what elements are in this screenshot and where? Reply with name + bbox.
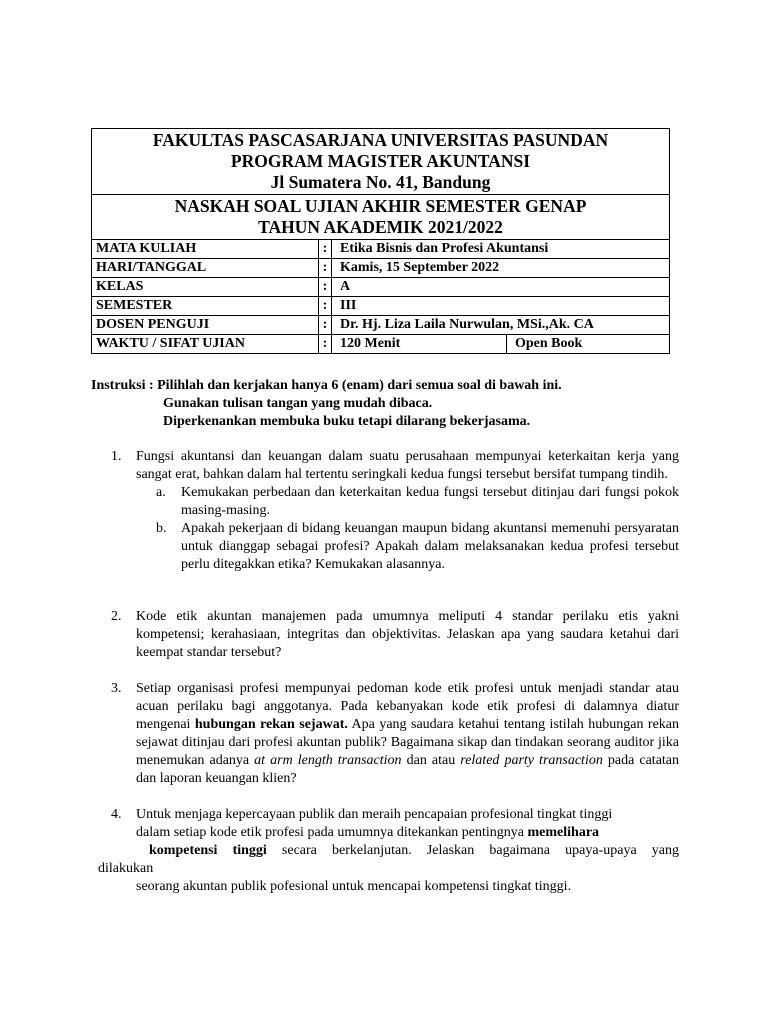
question-4 xyxy=(98,806,679,896)
text-line xyxy=(98,842,679,860)
info-label: KELAS xyxy=(92,278,319,297)
info-value: Kamis, 15 September 2022 xyxy=(332,259,670,278)
question-number: 4. xyxy=(111,807,122,822)
text-run: secara berkelanjutan. Jelaskan bagaimana upaya-upaya yang xyxy=(266,843,679,858)
sub-question-label: a. xyxy=(156,485,166,500)
instruction-line: Diperkenankan membuka buku tetapi dilarang bekerjasama. xyxy=(163,414,531,429)
info-row xyxy=(92,259,669,278)
instruction-line: Gunakan tulisan tangan yang mudah dibaca. xyxy=(163,396,433,411)
instructions xyxy=(91,377,691,431)
bold-term: memelihara xyxy=(527,825,600,840)
question-number: 1. xyxy=(111,449,122,464)
instruction-line: Instruksi : Pilihlah dan kerjakan hanya 6 (enam) dari semua soal di bawah ini. xyxy=(91,378,562,393)
info-value-secondary: Open Book xyxy=(507,335,670,354)
info-row xyxy=(92,335,669,354)
info-value: 120 Menit xyxy=(332,335,507,354)
text-run: Apa yang saudara ketahui tentang istilah hubungan rekan sejawat ditinjau dari profesi akuntan publik? Bagaimana sikap dan tindakan seorang auditor jika menemukan adanya xyxy=(136,717,680,768)
question-text: Fungsi akuntansi dan keuangan dalam suatu perusahaan mempunyai keterkaitan kerja yang sangat erat, bahkan dalam hal tertentu seringkali kedua fungsi tersebut bersifat tumpang tindih. xyxy=(136,449,679,482)
question-text xyxy=(136,806,679,842)
institution-block xyxy=(92,129,669,194)
text-run: pada catatan dan laporan keuangan klien? xyxy=(136,753,680,786)
text-run: dalam setiap kode etik profesi pada umumnya ditekankan pentingnya xyxy=(136,825,528,840)
info-row xyxy=(92,316,669,335)
text-line: dilakukan xyxy=(98,861,154,876)
info-label: HARI/TANGGAL xyxy=(92,259,319,278)
question-3 xyxy=(111,680,679,788)
sub-question-a xyxy=(156,484,679,520)
text-run: Setiap organisasi profesi mempunyai pedoman kode etik profesi untuk menjadi standar atau acuan perilaku bagi anggotanya. Pada kebanyakan kode etik profesi di dalamnya diatur mengenai xyxy=(136,681,679,732)
sub-question-b xyxy=(156,520,679,574)
question-2 xyxy=(111,608,679,662)
info-row xyxy=(92,240,669,259)
exam-title-block xyxy=(92,194,669,239)
text-line: seorang akuntan publik pofesional untuk mencapai kompetensi tingkat tinggi. xyxy=(136,879,572,894)
question-number: 2. xyxy=(111,609,122,624)
question-text xyxy=(136,680,679,788)
info-label: WAKTU / SIFAT UJIAN xyxy=(92,335,319,354)
academic-year: TAHUN AKADEMIK 2021/2022 xyxy=(258,217,503,237)
sub-question-text: Kemukakan perbedaan dan keterkaitan kedua fungsi tersebut ditinjau dari fungsi pokok masing-masing. xyxy=(181,485,679,518)
info-colon: : xyxy=(319,278,332,297)
info-value: Dr. Hj. Liza Laila Nurwulan, MSi.,Ak. CA xyxy=(332,316,670,335)
bold-term: kompetensi tinggi xyxy=(149,843,267,858)
info-colon: : xyxy=(319,297,332,316)
info-label: MATA KULIAH xyxy=(92,240,319,259)
exam-header xyxy=(91,128,670,354)
exam-info-table xyxy=(92,239,669,353)
info-value: Etika Bisnis dan Profesi Akuntansi xyxy=(332,240,670,259)
italic-term: at arm length transaction xyxy=(254,753,402,768)
faculty-name: FAKULTAS PASCASARJANA UNIVERSITAS PASUNDAN xyxy=(152,130,609,150)
sub-question-text: Apakah pekerjaan di bidang keuangan maupun bidang akuntansi memenuhi persyaratan untuk dianggap sebagai profesi? Apakah dalam melaksanakan kedua profesi tersebut perlu ditegakkan etika? Kemukakan alasannya. xyxy=(181,521,679,572)
info-label: DOSEN PENGUJI xyxy=(92,316,319,335)
info-label: SEMESTER xyxy=(92,297,319,316)
info-colon: : xyxy=(319,316,332,335)
text-run: dan atau xyxy=(401,753,461,768)
info-colon: : xyxy=(319,259,332,278)
text-line xyxy=(136,824,679,842)
text-line: Untuk menjaga kepercayaan publik dan meraih pencapaian profesional tingkat tinggi xyxy=(136,807,613,822)
info-value: A xyxy=(332,278,670,297)
info-row xyxy=(92,297,669,316)
info-colon: : xyxy=(319,240,332,259)
question-text: Kode etik akuntan manajemen pada umumnya meliputi 4 standar perilaku etis yakni kompetensi; kerahasiaan, integritas dan objektivitas. Jelaskan apa yang saudara ketahui dari keempat standar tersebut? xyxy=(136,609,679,660)
sub-question-label: b. xyxy=(156,521,167,536)
exam-title: NASKAH SOAL UJIAN AKHIR SEMESTER GENAP xyxy=(174,196,587,216)
info-colon: : xyxy=(319,335,332,354)
info-row xyxy=(92,278,669,297)
info-value: III xyxy=(332,297,670,316)
question-1 xyxy=(111,448,679,574)
bold-term: hubungan rekan sejawat. xyxy=(194,717,348,732)
question-number: 3. xyxy=(111,681,122,696)
italic-term: related party transaction xyxy=(460,753,603,768)
program-name: PROGRAM MAGISTER AKUNTANSI xyxy=(230,151,531,171)
address: Jl Sumatera No. 41, Bandung xyxy=(270,172,491,192)
